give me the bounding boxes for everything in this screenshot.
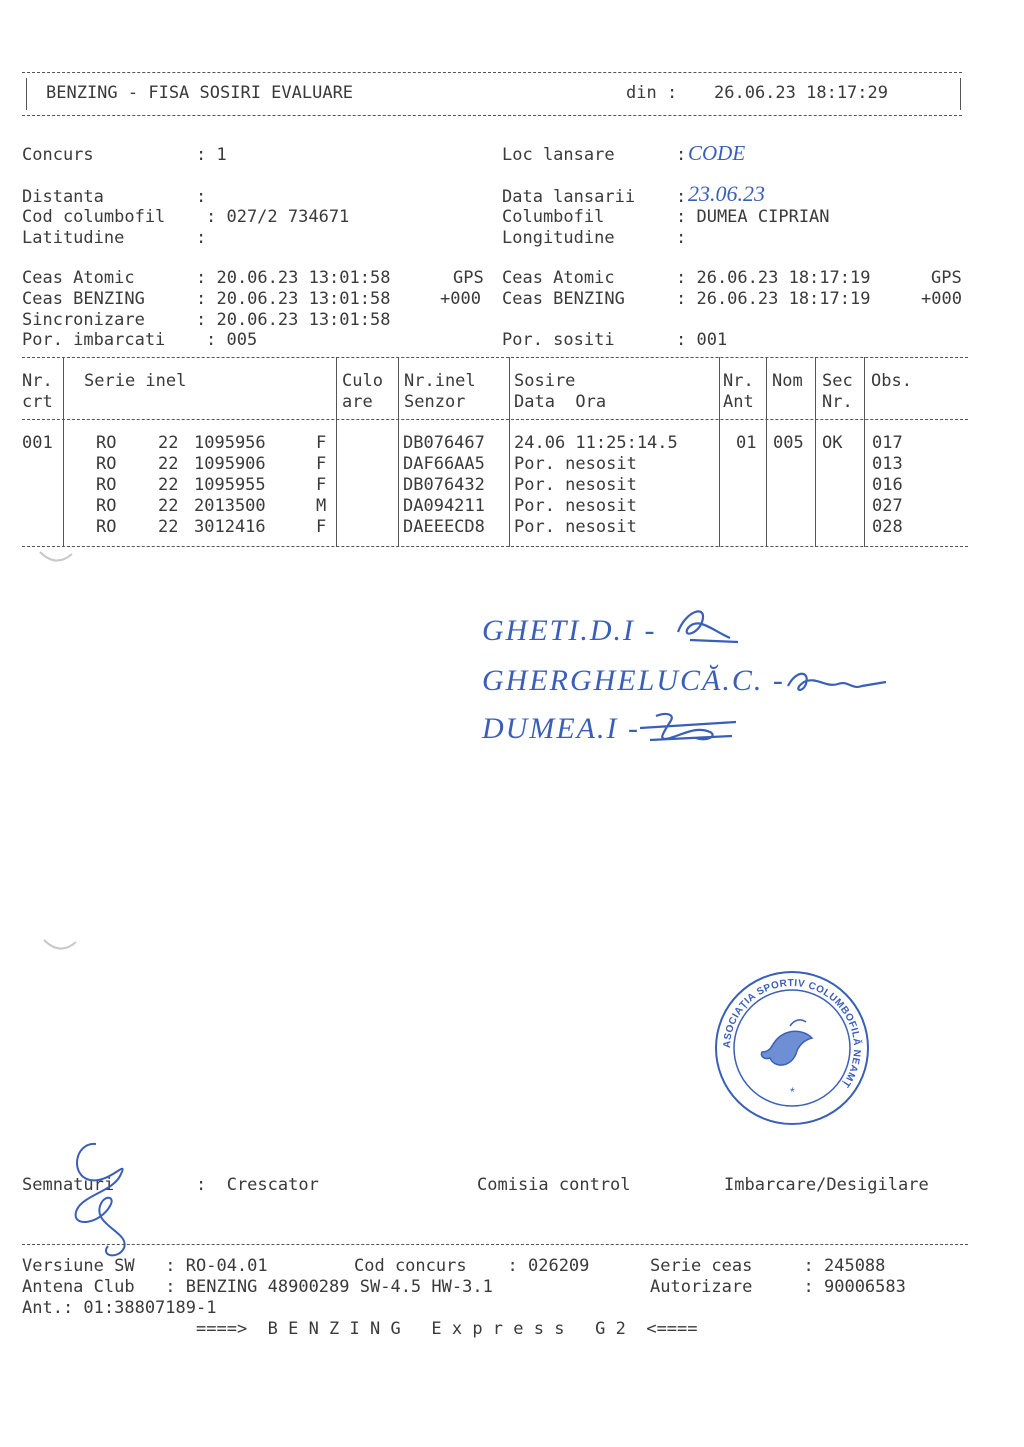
ceas-atomic-start-value: : 20.06.23 13:01:58 xyxy=(196,268,391,288)
ceas-benzing-end-value: : 26.06.23 18:17:19 xyxy=(676,289,871,309)
sincronizare-label: Sincronizare xyxy=(22,310,145,330)
col-header-inel: Nr.inel xyxy=(404,371,476,391)
ceas-atomic-end-suffix: GPS xyxy=(931,268,962,288)
row-obs: 016 xyxy=(872,475,903,495)
ceas-benzing-end-suffix: +000 xyxy=(921,289,962,309)
row-year: 22 xyxy=(158,433,179,453)
row-senzor: DAEEECD8 xyxy=(403,517,485,537)
row-senzor: DB076432 xyxy=(403,475,485,495)
row-senzor: DA094211 xyxy=(403,496,485,516)
data-lansarii-colon: : xyxy=(676,187,687,207)
footer-autorizare: Autorizare : 90006583 xyxy=(650,1277,906,1297)
svg-text:*: * xyxy=(790,1085,795,1099)
col-header-nom: Nom xyxy=(772,371,803,391)
col-header-nr: Nr. xyxy=(22,371,53,391)
columbofil-label: Columbofil xyxy=(502,207,605,227)
row-ring-number: 3012416 xyxy=(194,517,266,537)
col-header-ant2: Ant xyxy=(723,392,754,412)
col-header-obs: Obs. xyxy=(871,371,912,391)
report-title: BENZING - FISA SOSIRI EVALUARE xyxy=(46,83,354,103)
distanta-value: : xyxy=(196,187,207,207)
row-nom: 005 xyxy=(773,433,804,453)
signature-scribble-2 xyxy=(782,664,892,704)
footer-divider xyxy=(22,1244,968,1245)
footer-ant: Ant.: 01:38807189-1 xyxy=(22,1298,217,1318)
col-header-culo: Culo xyxy=(342,371,383,391)
row-sosire: Por. nesosit xyxy=(514,475,637,495)
footer-version: Versiune SW : RO-04.01 xyxy=(22,1256,268,1276)
data-lansarii-value: 23.06.23 xyxy=(688,181,765,206)
cod-columbofil-label: Cod columbofil xyxy=(22,207,166,227)
concurs-value: : 1 xyxy=(196,145,227,165)
row-sosire: 24.06 11:25:14.5 xyxy=(514,433,678,453)
loc-lansare-label: Loc lansare xyxy=(502,145,615,165)
footer-cod-concurs: Cod concurs : 026209 xyxy=(354,1256,590,1276)
data-lansarii-label: Data lansarii xyxy=(502,187,636,207)
por-imbarcati-label: Por. imbarcati xyxy=(22,330,166,350)
latitudine-label: Latitudine xyxy=(22,228,125,248)
ceas-benzing-start-label: Ceas BENZING xyxy=(22,289,145,309)
col-header-ant: Nr. xyxy=(723,371,754,391)
row-sosire: Por. nesosit xyxy=(514,496,637,516)
row-sex: M xyxy=(316,496,327,516)
report-date-label: din : xyxy=(626,83,678,103)
col-header-sec2: Nr. xyxy=(822,392,853,412)
row-country: RO xyxy=(96,496,117,516)
cod-columbofil-value: : 027/2 734671 xyxy=(206,207,350,227)
row-senzor: DB076467 xyxy=(403,433,485,453)
longitudine-value: : xyxy=(676,228,687,248)
row-ring-number: 1095906 xyxy=(194,454,266,474)
row-sex: F xyxy=(316,517,327,537)
row-sex: F xyxy=(316,433,327,453)
row-ring-number: 1095956 xyxy=(194,433,266,453)
row-sex: F xyxy=(316,454,327,474)
row-year: 22 xyxy=(158,454,179,474)
ceas-benzing-start-value: : 20.06.23 13:01:58 xyxy=(196,289,391,309)
ceas-benzing-end-label: Ceas BENZING xyxy=(502,289,625,309)
signature-scribble-1 xyxy=(668,600,748,648)
col-header-sec: Sec xyxy=(822,371,853,391)
row-country: RO xyxy=(96,475,117,495)
imbarcare-label: Imbarcare/Desigilare xyxy=(724,1175,929,1195)
col-header-culo2: are xyxy=(342,392,373,412)
columbofil-value: : DUMEA CIPRIAN xyxy=(676,207,830,227)
ceas-atomic-end-value: : 26.06.23 18:17:19 xyxy=(676,268,871,288)
row-obs: 013 xyxy=(872,454,903,474)
signatures-label: Semnaturi xyxy=(22,1175,115,1195)
row-country: RO xyxy=(96,433,117,453)
ceas-atomic-start-suffix: GPS xyxy=(453,268,484,288)
hole-punch-mark xyxy=(36,546,76,570)
row-country: RO xyxy=(96,517,117,537)
por-sositi-value: : 001 xyxy=(676,330,728,350)
loc-lansare-colon: : xyxy=(676,145,687,165)
concurs-label: Concurs xyxy=(22,145,94,165)
latitudine-value: : xyxy=(196,228,207,248)
hole-punch-mark xyxy=(40,934,80,958)
footer-banner: ====> B E N Z I N G E x p r e s s G 2 <==== xyxy=(196,1319,698,1339)
row-obs: 017 xyxy=(872,433,903,453)
nr-crt: 001 xyxy=(22,433,53,453)
row-sex: F xyxy=(316,475,327,495)
col-header-serie: Serie inel xyxy=(84,371,187,391)
col-header-sosire: Sosire xyxy=(514,371,576,391)
row-year: 22 xyxy=(158,517,179,537)
ceas-benzing-start-suffix: +000 xyxy=(440,289,481,309)
grower-signature xyxy=(60,1136,150,1266)
sincronizare-value: : 20.06.23 13:01:58 xyxy=(196,310,391,330)
handwritten-name-3: DUMEA.I - xyxy=(482,712,640,745)
club-stamp xyxy=(712,968,872,1128)
row-year: 22 xyxy=(158,475,179,495)
row-country: RO xyxy=(96,454,117,474)
loc-lansare-value: CODE xyxy=(688,141,746,165)
distanta-label: Distanta xyxy=(22,187,104,207)
crescator-label: : Crescator xyxy=(196,1175,319,1195)
row-year: 22 xyxy=(158,496,179,516)
signature-scribble-3 xyxy=(636,708,746,752)
col-header-data-ora: Data Ora xyxy=(514,392,607,412)
handwritten-name-2: GHERGHELUCĂ.C. - xyxy=(482,664,785,697)
row-obs: 027 xyxy=(872,496,903,516)
row-ring-number: 2013500 xyxy=(194,496,266,516)
stamp-text: ASOCIAȚIA SPORTIV COLUMBOFILĂ NEAMȚ xyxy=(721,977,863,1090)
row-obs: 028 xyxy=(872,517,903,537)
row-sosire: Por. nesosit xyxy=(514,454,637,474)
ceas-atomic-end-label: Ceas Atomic xyxy=(502,268,615,288)
footer-antena: Antena Club : BENZING 48900289 SW-4.5 HW-3.1 xyxy=(22,1277,493,1297)
por-imbarcati-value: : 005 xyxy=(206,330,258,350)
handwritten-name-1: GHETI.D.I - xyxy=(482,614,657,647)
por-sositi-label: Por. sositi xyxy=(502,330,615,350)
row-ant: 01 xyxy=(736,433,757,453)
row-sec: OK xyxy=(822,433,843,453)
footer-serie-ceas: Serie ceas : 245088 xyxy=(650,1256,886,1276)
comisia-control-label: Comisia control xyxy=(477,1175,631,1195)
row-ring-number: 1095955 xyxy=(194,475,266,495)
report-date: 26.06.23 18:17:29 xyxy=(714,83,888,103)
ceas-atomic-start-label: Ceas Atomic xyxy=(22,268,135,288)
longitudine-label: Longitudine xyxy=(502,228,615,248)
col-header-crt: crt xyxy=(22,392,53,412)
row-sosire: Por. nesosit xyxy=(514,517,637,537)
row-senzor: DAF66AA5 xyxy=(403,454,485,474)
col-header-senzor: Senzor xyxy=(404,392,466,412)
